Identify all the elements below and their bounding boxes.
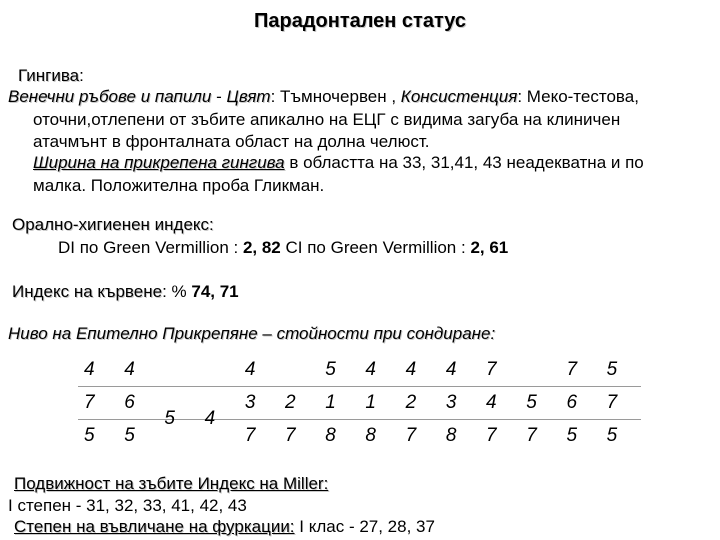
attached-gingiva-label: Ширина на прикрепена гингива <box>33 153 285 172</box>
cell-top-10: 4 <box>440 354 480 387</box>
cell-mid-1: 7 <box>78 387 118 420</box>
cell-bot-6: 7 <box>285 425 296 446</box>
cell-mid-13: 6 <box>560 387 600 420</box>
cell-mid-3: 5 <box>158 387 198 420</box>
cell-top-8: 4 <box>359 354 399 387</box>
cell-top-5: 4 <box>239 354 279 387</box>
color-value: : Тъмночервен , <box>270 87 401 106</box>
bleeding-index <box>12 281 239 303</box>
cell-bot-14: 5 <box>606 425 618 446</box>
gingiva-line-5: малка. Положителна проба Гликман. <box>33 176 325 195</box>
cell-top-13: 7 <box>560 354 600 387</box>
cell-top-9: 4 <box>400 354 440 387</box>
margins-dash: - <box>211 87 227 106</box>
gingiva-line-1 <box>8 86 639 108</box>
attached-gingiva-value: в областта на 33, 31,41, 43 неадекватна и по <box>284 153 644 172</box>
cell-bot-10: 8 <box>445 425 457 446</box>
cell-bot-9: 7 <box>405 425 417 446</box>
cell-bot-12: 7 <box>526 425 537 446</box>
di-text: DI по Green Vermillion : <box>58 238 243 257</box>
cell-mid-2: 6 <box>118 387 158 420</box>
cell-mid-8: 1 <box>359 387 399 420</box>
di-value: 2, 82 <box>242 238 281 257</box>
cell-top-6 <box>279 354 319 387</box>
table-row-top <box>78 354 641 387</box>
ci-text: CI по Green Vermillion : <box>280 238 471 257</box>
furcation-line <box>14 516 435 538</box>
page-title: Парадонтален статус <box>253 10 467 32</box>
cell-bot-11: 7 <box>486 425 497 446</box>
cell-mid-6: 2 <box>279 387 319 420</box>
mobility-label: Подвижност на зъбите Индекс на Miller: <box>14 474 329 493</box>
epithelial-label: Ниво на Епително Прикрепяне – стойности при сондиране: <box>8 324 496 343</box>
cell-top-12 <box>520 354 560 387</box>
gingiva-colon: : <box>79 66 84 85</box>
table-row-middle <box>78 387 641 420</box>
cell-mid-5: 3 <box>239 387 279 420</box>
cell-mid-14: 7 <box>601 387 641 420</box>
bleeding-colon: : % <box>162 282 192 301</box>
bleeding-value: 74, 71 <box>191 282 239 301</box>
probing-table <box>78 354 641 452</box>
cell-bot-5: 7 <box>244 425 256 446</box>
cell-mid-11: 4 <box>480 387 520 420</box>
cell-mid-10: 3 <box>440 387 480 420</box>
furcation-value: I клас - 27, 28, 37 <box>294 517 435 536</box>
consistency-label: Консистенция <box>400 87 518 106</box>
gingiva-heading <box>18 65 84 87</box>
cell-mid-12: 5 <box>520 387 560 420</box>
cell-top-1: 4 <box>78 354 118 387</box>
oral-hygiene-values <box>58 237 508 259</box>
bleeding-label: Индекс на кървене <box>12 282 163 301</box>
cell-mid-7: 1 <box>319 387 359 420</box>
cell-top-7: 5 <box>319 354 359 387</box>
cell-top-11: 7 <box>480 354 520 387</box>
cell-bot-1: 5 <box>84 425 95 446</box>
color-label: Цвят <box>226 87 271 106</box>
gingiva-line-2: оточни,отлепени от зъбите апикално на ЕЦГ с видима загуба на клиничен <box>33 110 621 129</box>
margins-label: Венечни ръбове и папили <box>8 87 212 106</box>
cell-bot-13: 5 <box>566 425 578 446</box>
cell-top-3 <box>158 354 198 387</box>
mobility-line-1: I степен - 31, 32, 33, 41, 42, 43 <box>8 496 247 515</box>
cell-top-14: 5 <box>601 354 641 387</box>
cell-mid-4: 4 <box>199 387 239 420</box>
cell-bot-8: 8 <box>365 425 376 446</box>
cell-bot-7: 8 <box>325 425 336 446</box>
cell-top-2: 4 <box>118 354 158 387</box>
cell-bot-2: 5 <box>124 425 135 446</box>
gingiva-line-4 <box>33 152 644 174</box>
gingiva-label: Гингива <box>18 66 80 85</box>
cell-mid-9: 2 <box>400 387 440 420</box>
gingiva-line-3: атачмънт в фронталната област на долна челюст. <box>33 132 430 151</box>
consistency-value: : Меко-тестова, <box>517 87 639 106</box>
oral-hygiene-label: Орално-хигиенен индекс: <box>12 215 214 234</box>
cell-top-4 <box>199 354 239 387</box>
furcation-label: Степен на въвличане на фуркации: <box>14 517 295 536</box>
ci-value: 2, 61 <box>470 238 509 257</box>
